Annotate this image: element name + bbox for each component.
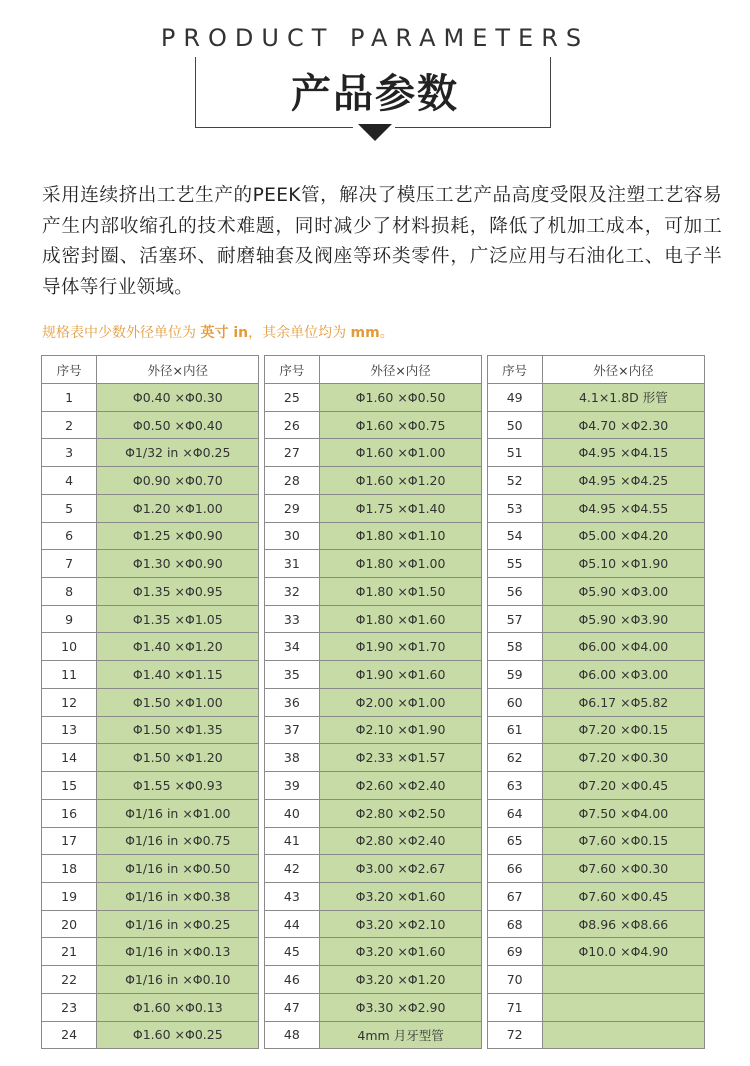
dimension-cell: 4mm 月牙型管 <box>319 1021 481 1049</box>
row-number-cell: 39 <box>264 772 319 800</box>
dimension-cell: Φ1/16 in ×Φ0.13 <box>97 938 259 966</box>
intro-paragraph: 采用连续挤出工艺生产的PEEK管，解决了模压工艺产品高度受限及注塑工艺容易产生内部收缩孔的技术难题，同时减少了材料损耗，降低了机加工成本，可加工成密封圈、活塞环、耐磨轴套及阀座等环类零件，广泛应用与石油化工、电子半导体等行业领域。 <box>42 185 722 298</box>
row-number-cell: 69 <box>487 938 542 966</box>
row-number-cell: 8 <box>42 578 97 606</box>
dimension-cell: Φ1.30 ×Φ0.90 <box>97 550 259 578</box>
row-number-cell: 51 <box>487 439 542 467</box>
row-number-cell: 2 <box>42 411 97 439</box>
row-number-cell: 17 <box>42 827 97 855</box>
row-number-cell: 70 <box>487 966 542 994</box>
table-row <box>42 633 705 661</box>
unit-note-inch: 英寸 in <box>200 325 249 341</box>
row-number-cell: 6 <box>42 522 97 550</box>
dimension-cell: Φ1/32 in ×Φ0.25 <box>97 439 259 467</box>
row-number-cell: 23 <box>42 993 97 1021</box>
dimension-cell: Φ7.60 ×Φ0.45 <box>542 882 704 910</box>
dimension-cell: Φ7.20 ×Φ0.15 <box>542 716 704 744</box>
table-row <box>42 855 705 883</box>
dimension-cell: Φ2.33 ×Φ1.57 <box>319 744 481 772</box>
table-row <box>42 716 705 744</box>
table-row <box>42 550 705 578</box>
dimension-cell: Φ2.60 ×Φ2.40 <box>319 772 481 800</box>
row-number-cell: 45 <box>264 938 319 966</box>
row-number-cell: 60 <box>487 688 542 716</box>
dimension-cell: Φ1.20 ×Φ1.00 <box>97 494 259 522</box>
unit-note <box>42 322 394 342</box>
table-row <box>42 993 705 1021</box>
row-number-cell: 68 <box>487 910 542 938</box>
dimension-cell: Φ1/16 in ×Φ1.00 <box>97 799 259 827</box>
dimension-cell: Φ1.55 ×Φ0.93 <box>97 772 259 800</box>
row-number-cell: 30 <box>264 522 319 550</box>
dimension-cell: Φ10.0 ×Φ4.90 <box>542 938 704 966</box>
dimension-cell: Φ1.50 ×Φ1.35 <box>97 716 259 744</box>
dimension-cell: Φ1.35 ×Φ1.05 <box>97 605 259 633</box>
row-number-cell: 29 <box>264 494 319 522</box>
row-number-cell: 19 <box>42 882 97 910</box>
dimension-cell: Φ5.90 ×Φ3.90 <box>542 605 704 633</box>
table-row <box>42 467 705 495</box>
row-number-cell: 37 <box>264 716 319 744</box>
row-number-cell: 7 <box>42 550 97 578</box>
dimension-cell: Φ1.60 ×Φ1.00 <box>319 439 481 467</box>
dimension-cell: Φ2.10 ×Φ1.90 <box>319 716 481 744</box>
row-number-cell: 24 <box>42 1021 97 1049</box>
dimension-cell: Φ1.80 ×Φ1.10 <box>319 522 481 550</box>
heading-english: PRODUCT PARAMETERS <box>160 24 590 52</box>
row-number-cell: 41 <box>264 827 319 855</box>
dimension-cell: Φ5.00 ×Φ4.20 <box>542 522 704 550</box>
row-number-cell: 62 <box>487 744 542 772</box>
dimension-cell: Φ1.90 ×Φ1.60 <box>319 661 481 689</box>
row-number-cell: 71 <box>487 993 542 1021</box>
dimension-cell: Φ6.00 ×Φ3.00 <box>542 661 704 689</box>
page-title: 产品参数 <box>291 71 459 117</box>
row-number-cell: 49 <box>487 384 542 412</box>
row-number-cell: 54 <box>487 522 542 550</box>
row-number-cell: 35 <box>264 661 319 689</box>
header-no-2: 序号 <box>264 356 319 384</box>
row-number-cell: 15 <box>42 772 97 800</box>
dimension-cell: Φ1.50 ×Φ1.00 <box>97 688 259 716</box>
dimension-cell: Φ3.20 ×Φ2.10 <box>319 910 481 938</box>
row-number-cell: 18 <box>42 855 97 883</box>
row-number-cell: 22 <box>42 966 97 994</box>
dimension-cell: Φ2.00 ×Φ1.00 <box>319 688 481 716</box>
dimension-cell: Φ1.60 ×Φ0.50 <box>319 384 481 412</box>
row-number-cell: 55 <box>487 550 542 578</box>
row-number-cell: 36 <box>264 688 319 716</box>
row-number-cell: 28 <box>264 467 319 495</box>
dimension-cell: Φ1.80 ×Φ1.00 <box>319 550 481 578</box>
dimension-cell: Φ0.50 ×Φ0.40 <box>97 411 259 439</box>
dimension-cell: Φ1.60 ×Φ1.20 <box>319 467 481 495</box>
dimension-cell: Φ1.40 ×Φ1.20 <box>97 633 259 661</box>
unit-note-text-3: 。 <box>379 325 394 341</box>
dimension-cell: Φ1/16 in ×Φ0.25 <box>97 910 259 938</box>
row-number-cell: 67 <box>487 882 542 910</box>
row-number-cell: 48 <box>264 1021 319 1049</box>
row-number-cell: 21 <box>42 938 97 966</box>
triangle-down-icon <box>358 124 392 141</box>
row-number-cell: 25 <box>264 384 319 412</box>
dimension-cell <box>542 993 704 1021</box>
dimension-cell: Φ1.25 ×Φ0.90 <box>97 522 259 550</box>
row-number-cell: 53 <box>487 494 542 522</box>
spec-table-body <box>42 384 705 1049</box>
unit-note-text-1: 规格表中少数外径单位为 <box>42 325 201 341</box>
row-number-cell: 10 <box>42 633 97 661</box>
dimension-cell: Φ5.90 ×Φ3.00 <box>542 578 704 606</box>
dimension-cell: Φ1.60 ×Φ0.75 <box>319 411 481 439</box>
dimension-cell: Φ3.20 ×Φ1.20 <box>319 966 481 994</box>
dimension-cell: Φ7.60 ×Φ0.30 <box>542 855 704 883</box>
dimension-cell: Φ1/16 in ×Φ0.10 <box>97 966 259 994</box>
header-no-3: 序号 <box>487 356 542 384</box>
row-number-cell: 34 <box>264 633 319 661</box>
row-number-cell: 38 <box>264 744 319 772</box>
row-number-cell: 47 <box>264 993 319 1021</box>
row-number-cell: 72 <box>487 1021 542 1049</box>
dimension-cell: Φ1.60 ×Φ0.25 <box>97 1021 259 1049</box>
row-number-cell: 59 <box>487 661 542 689</box>
row-number-cell: 40 <box>264 799 319 827</box>
table-row <box>42 522 705 550</box>
dimension-cell: Φ4.95 ×Φ4.25 <box>542 467 704 495</box>
row-number-cell: 66 <box>487 855 542 883</box>
table-row <box>42 882 705 910</box>
dimension-cell: Φ1.60 ×Φ0.13 <box>97 993 259 1021</box>
header-no-1: 序号 <box>42 356 97 384</box>
dimension-cell: Φ5.10 ×Φ1.90 <box>542 550 704 578</box>
dimension-cell: Φ3.20 ×Φ1.60 <box>319 882 481 910</box>
table-row <box>42 661 705 689</box>
dimension-cell: Φ4.95 ×Φ4.55 <box>542 494 704 522</box>
dimension-cell: Φ4.95 ×Φ4.15 <box>542 439 704 467</box>
row-number-cell: 46 <box>264 966 319 994</box>
row-number-cell: 44 <box>264 910 319 938</box>
row-number-cell: 64 <box>487 799 542 827</box>
row-number-cell: 9 <box>42 605 97 633</box>
row-number-cell: 4 <box>42 467 97 495</box>
row-number-cell: 13 <box>42 716 97 744</box>
table-row <box>42 799 705 827</box>
table-row <box>42 411 705 439</box>
row-number-cell: 61 <box>487 716 542 744</box>
row-number-cell: 56 <box>487 578 542 606</box>
table-row <box>42 827 705 855</box>
table-row <box>42 938 705 966</box>
row-number-cell: 33 <box>264 605 319 633</box>
table-row <box>42 688 705 716</box>
dimension-cell: Φ1.90 ×Φ1.70 <box>319 633 481 661</box>
row-number-cell: 50 <box>487 411 542 439</box>
dimension-cell: Φ1.50 ×Φ1.20 <box>97 744 259 772</box>
row-number-cell: 20 <box>42 910 97 938</box>
row-number-cell: 32 <box>264 578 319 606</box>
row-number-cell: 14 <box>42 744 97 772</box>
spec-table <box>41 355 705 1049</box>
table-row <box>42 910 705 938</box>
table-row <box>42 578 705 606</box>
row-number-cell: 57 <box>487 605 542 633</box>
row-number-cell: 43 <box>264 882 319 910</box>
dimension-cell: Φ2.80 ×Φ2.40 <box>319 827 481 855</box>
row-number-cell: 58 <box>487 633 542 661</box>
dimension-cell: Φ1.75 ×Φ1.40 <box>319 494 481 522</box>
table-header-row <box>42 356 705 384</box>
dimension-cell <box>542 966 704 994</box>
dimension-cell: Φ0.40 ×Φ0.30 <box>97 384 259 412</box>
dimension-cell: Φ8.96 ×Φ8.66 <box>542 910 704 938</box>
header-dim-3: 外径×内径 <box>542 356 704 384</box>
dimension-cell: Φ7.20 ×Φ0.45 <box>542 772 704 800</box>
dimension-cell: Φ7.60 ×Φ0.15 <box>542 827 704 855</box>
dimension-cell: Φ6.17 ×Φ5.82 <box>542 688 704 716</box>
dimension-cell: 4.1×1.8D 形管 <box>542 384 704 412</box>
row-number-cell: 26 <box>264 411 319 439</box>
row-number-cell: 63 <box>487 772 542 800</box>
dimension-cell: Φ4.70 ×Φ2.30 <box>542 411 704 439</box>
dimension-cell: Φ1.80 ×Φ1.60 <box>319 605 481 633</box>
row-number-cell: 5 <box>42 494 97 522</box>
table-row <box>42 772 705 800</box>
dimension-cell: Φ7.20 ×Φ0.30 <box>542 744 704 772</box>
row-number-cell: 31 <box>264 550 319 578</box>
table-row <box>42 744 705 772</box>
dimension-cell: Φ1.40 ×Φ1.15 <box>97 661 259 689</box>
dimension-cell: Φ3.00 ×Φ2.67 <box>319 855 481 883</box>
dimension-cell: Φ3.20 ×Φ1.60 <box>319 938 481 966</box>
dimension-cell: Φ1/16 in ×Φ0.75 <box>97 827 259 855</box>
table-row <box>42 384 705 412</box>
dimension-cell: Φ1/16 in ×Φ0.50 <box>97 855 259 883</box>
dimension-cell: Φ1.80 ×Φ1.50 <box>319 578 481 606</box>
table-row <box>42 1021 705 1049</box>
dimension-cell <box>542 1021 704 1049</box>
dimension-cell: Φ1/16 in ×Φ0.38 <box>97 882 259 910</box>
unit-note-text-2: ，其余单位均为 <box>248 325 351 341</box>
dimension-cell: Φ7.50 ×Φ4.00 <box>542 799 704 827</box>
row-number-cell: 16 <box>42 799 97 827</box>
dimension-cell: Φ6.00 ×Φ4.00 <box>542 633 704 661</box>
row-number-cell: 42 <box>264 855 319 883</box>
row-number-cell: 65 <box>487 827 542 855</box>
row-number-cell: 11 <box>42 661 97 689</box>
table-row <box>42 494 705 522</box>
table-row <box>42 966 705 994</box>
dimension-cell: Φ1.35 ×Φ0.95 <box>97 578 259 606</box>
table-row <box>42 439 705 467</box>
header-dim-1: 外径×内径 <box>97 356 259 384</box>
unit-note-mm: mm <box>350 325 380 341</box>
row-number-cell: 3 <box>42 439 97 467</box>
row-number-cell: 12 <box>42 688 97 716</box>
header-dim-2: 外径×内径 <box>319 356 481 384</box>
dimension-cell: Φ2.80 ×Φ2.50 <box>319 799 481 827</box>
row-number-cell: 27 <box>264 439 319 467</box>
table-row <box>42 605 705 633</box>
dimension-cell: Φ3.30 ×Φ2.90 <box>319 993 481 1021</box>
row-number-cell: 1 <box>42 384 97 412</box>
dimension-cell: Φ0.90 ×Φ0.70 <box>97 467 259 495</box>
row-number-cell: 52 <box>487 467 542 495</box>
